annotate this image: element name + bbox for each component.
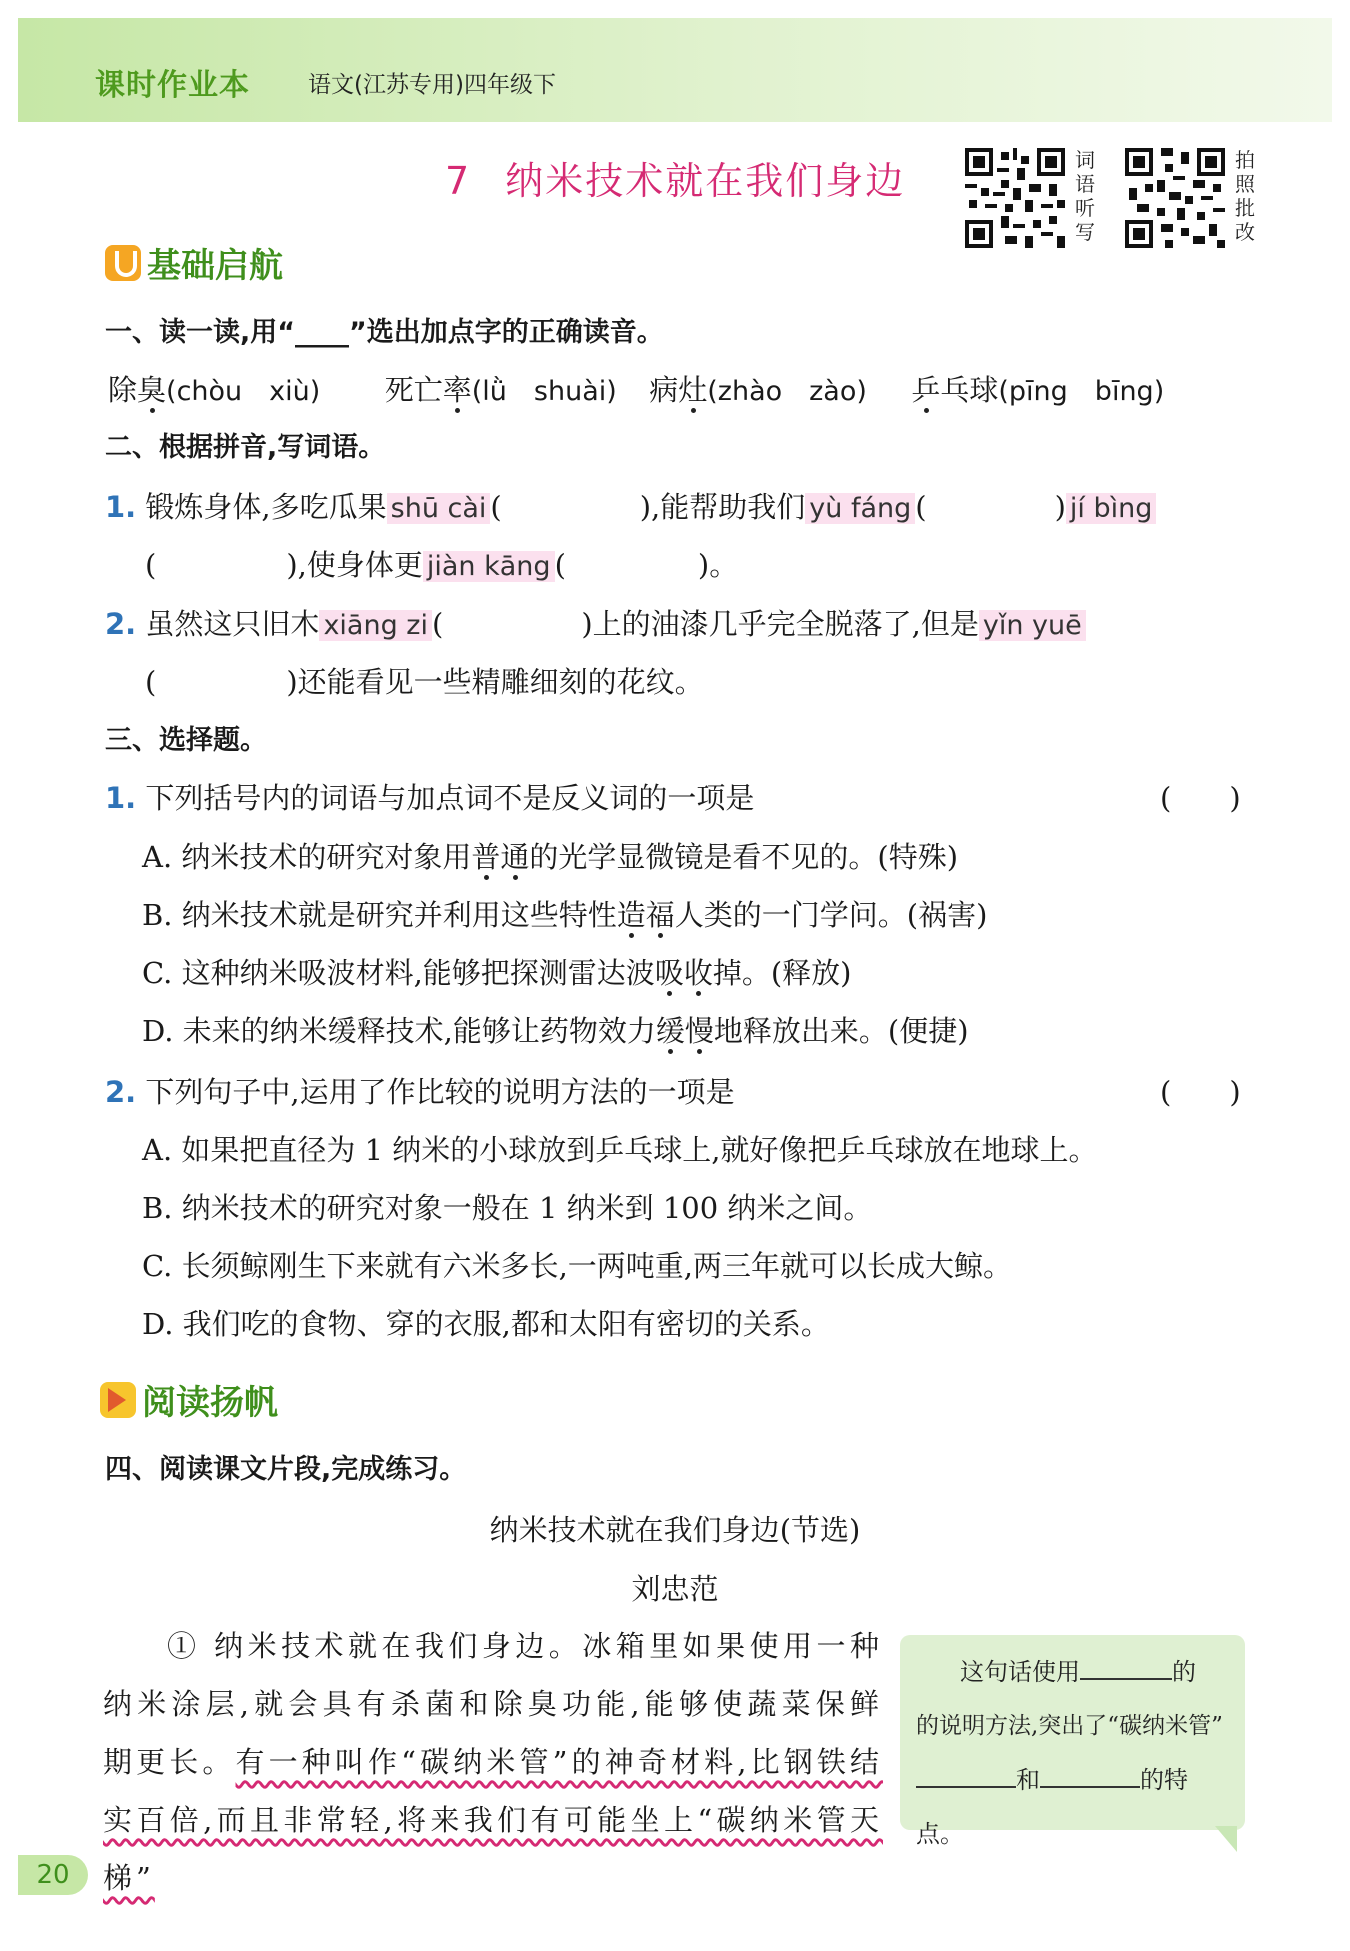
pinyin: yù fáng (805, 493, 915, 524)
option-text: D. 未来的纳米缓释技术,能够让药物效力 (142, 1014, 656, 1048)
option-text: 掉。(释放) (712, 956, 852, 990)
lesson-number: 7 (445, 159, 472, 203)
sentence-text: 虽然这只旧木 (145, 607, 320, 641)
section-title: 阅读扬帆 (142, 1383, 278, 1423)
option-text: 人类的一门学问。(祸害) (674, 898, 988, 932)
passage-author: 刘忠范 (631, 1572, 719, 1606)
option-text: 地释放出来。(便捷) (713, 1014, 969, 1048)
word-part: 死亡 (384, 373, 443, 407)
dotted-word: 缓慢 (655, 1014, 714, 1048)
choice-option[interactable]: D. 我们吃的食物、穿的衣服,都和太阳有密切的关系。 (142, 1307, 830, 1341)
section-title: 基础启航 (147, 246, 283, 286)
sentence-text: )还能看见一些精雕细刻的花纹。 (286, 665, 704, 699)
choice-option[interactable] (142, 951, 851, 992)
pinyin-options: (lǜ shuài) (471, 376, 617, 407)
answer-paren[interactable]: ( ) (1160, 1075, 1241, 1109)
underlined-sentence: 有一种叫作“碳纳米管”的神奇材料,比钢铁结实百倍,而且非常轻,将来我们有可能坐上“碳纳米管天梯” (103, 1745, 883, 1895)
passage-title (0, 1508, 1350, 1549)
choice-option[interactable]: C. 长须鲸刚生下来就有六米多长,一两吨重,两三年就可以长成大鲸。 (142, 1249, 1013, 1283)
header-subtitle: 语文(江苏专用)四年级下 (308, 72, 556, 98)
item-number: 2. (105, 1075, 137, 1109)
passage-title-note: (节选) (779, 1513, 861, 1547)
pinyin-options: (chòu xiù) (166, 376, 321, 407)
question-4-heading: 四、阅读课文片段,完成练习。 (105, 1454, 467, 1485)
word-part: 乓球 (940, 373, 999, 407)
dotted-char: 率 (442, 373, 472, 407)
anchor-icon (105, 245, 141, 281)
sentence-text: ),使身体更 (286, 548, 423, 582)
item-number: 1. (105, 781, 137, 815)
dotted-word: 造福 (616, 898, 675, 932)
pinyin: xiāng zi (319, 610, 432, 641)
option-text: C. 这种纳米吸波材料,能够把探测雷达波 (142, 956, 655, 990)
q2-item-1-line-2: ( ),使身体更 jiàn kāng ( )。 (145, 548, 739, 582)
question-stem: 下列句子中,运用了作比较的说明方法的一项是 (145, 1075, 735, 1109)
sentence-text: )。 (697, 548, 739, 582)
choice-option[interactable] (142, 893, 987, 934)
pronunciation-item[interactable] (649, 373, 867, 407)
choice-option[interactable]: A. 如果把直径为 1 纳米的小球放到乒乓球上,就好像把乒乓球放在地球上。 (142, 1133, 1098, 1167)
pinyin: jí bìng (1066, 493, 1156, 524)
note-text: 这句话使用 (960, 1658, 1080, 1686)
question-3-heading: 三、选择题。 (105, 725, 267, 756)
lesson-title (445, 150, 905, 205)
question-1-heading: 一、读一读,用“____”选出加点字的正确读音。 (105, 317, 664, 348)
item-number: 2. (105, 607, 137, 641)
q2-item-2-line-1: 2. 虽然这只旧木 xiāng zi ( )上的油漆几乎完全脱落了,但是 yǐn yuē (105, 602, 1086, 643)
qr-label-dictation: 词语听写 (1075, 148, 1095, 244)
pinyin: shū cài (387, 493, 491, 524)
pronunciation-row (108, 368, 1164, 409)
flag-icon (100, 1382, 136, 1418)
choice-option[interactable]: B. 纳米技术的研究对象一般在 1 纳米到 100 纳米之间。 (142, 1191, 873, 1225)
option-text: 的光学显微镜是看不见的。(特殊) (529, 840, 959, 874)
dotted-char: 臭 (137, 373, 167, 407)
passage-title-text: 纳米技术就在我们身边 (489, 1513, 780, 1547)
brand-title: 课时作业本 (95, 68, 250, 103)
pinyin: jiàn kāng (423, 551, 555, 582)
sentence-text: ),能帮助我们 (639, 490, 806, 524)
lesson-title-text: 纳米技术就在我们身边 (505, 159, 906, 203)
pronunciation-item[interactable] (108, 373, 320, 407)
answer-blank[interactable] (916, 1786, 1016, 1788)
choice-option[interactable] (142, 835, 958, 876)
option-text: B. 纳米技术就是研究并利用这些特性 (142, 898, 617, 932)
question-2-heading: 二、根据拼音,写词语。 (105, 432, 386, 463)
pinyin: yǐn yuē (979, 610, 1086, 641)
annotation-box: 这句话使用 的 的说明方法,突出了“碳纳米管” 和 的特点。 (900, 1635, 1245, 1830)
note-text: 的说明方法,突出了“碳纳米管” (916, 1713, 1223, 1739)
option-text: A. 纳米技术的研究对象用 (142, 840, 472, 874)
section-heading-basics (105, 238, 283, 287)
qr-code-dictation[interactable] (965, 148, 1065, 248)
word-part: 除 (108, 373, 138, 407)
passage-text: ① 纳米技术就在我们身边。冰箱里如果使用一种纳米涂层,就会具有杀菌和除臭功能,能够使蔬菜保鲜期更长。 (103, 1629, 883, 1779)
note-text: 的特点。 (916, 1766, 1188, 1848)
q2-item-2-line-2: ( )还能看见一些精雕细刻的花纹。 (145, 665, 704, 699)
pinyin-options: (zhào zào) (707, 376, 867, 407)
dotted-char: 灶 (678, 373, 708, 407)
word-part: 病 (649, 373, 679, 407)
qr-label-photo-grading: 拍照批改 (1235, 148, 1255, 244)
pronunciation-item[interactable] (385, 373, 617, 407)
section-heading-reading (100, 1375, 278, 1424)
dotted-word: 普通 (471, 840, 530, 874)
passage-paragraph (103, 1617, 883, 1907)
pronunciation-item[interactable] (911, 373, 1164, 407)
question-stem: 下列括号内的词语与加点词不是反义词的一项是 (145, 781, 755, 815)
item-number: 1. (105, 490, 137, 524)
answer-blank[interactable] (1080, 1678, 1172, 1680)
q3-item-2-stem (105, 1070, 735, 1111)
answer-blank[interactable] (1040, 1786, 1140, 1788)
choice-option[interactable] (142, 1009, 969, 1050)
qr-code-photo-grading[interactable] (1125, 148, 1225, 248)
sentence-text: 锻炼身体,多吃瓜果 (145, 490, 387, 524)
pinyin-options: (pīng bīng) (998, 376, 1165, 407)
dotted-word: 吸收 (654, 956, 713, 990)
q2-item-1-line-1: 1. 锻炼身体,多吃瓜果 shū cài ( ),能帮助我们 yù fáng ( ) jí bìng (105, 485, 1156, 526)
answer-paren[interactable]: ( ) (1160, 781, 1241, 815)
page-number: 20 (18, 1855, 88, 1895)
dotted-char: 乒 (911, 373, 941, 407)
note-text: 和 (1016, 1766, 1040, 1794)
sentence-text: )上的油漆几乎完全脱落了,但是 (581, 607, 979, 641)
q3-item-1-stem (105, 776, 754, 817)
